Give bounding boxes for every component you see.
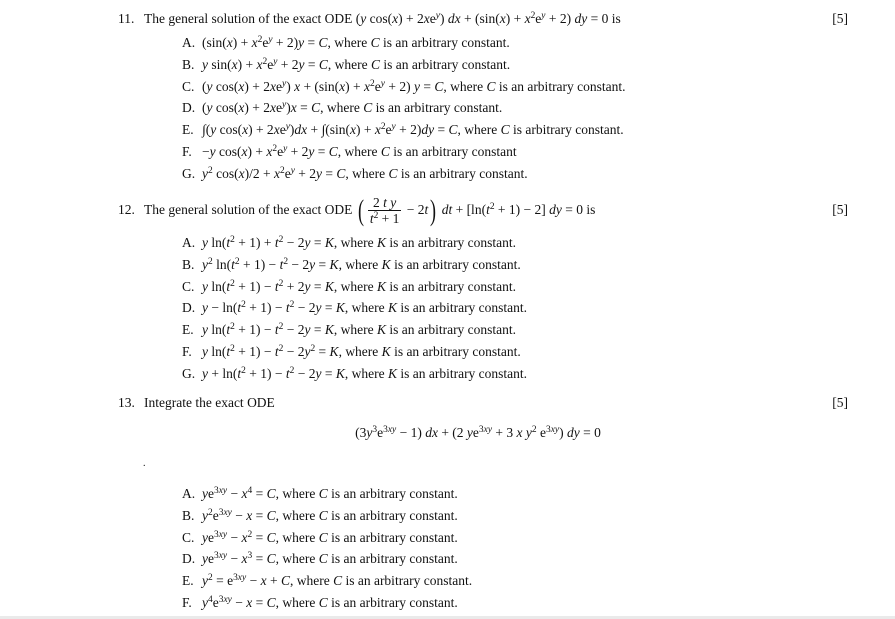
question-12 [118,192,848,385]
option-a[interactable]: A. $ye^{3xy} - x^4 = C$, where C is an arbitrary constant. [182,485,458,501]
option-g[interactable]: G. $y^2$ $\cos(x)/2 + x^2e^y + 2y = C$, where C is an arbitrary constant. [182,165,528,181]
option-c[interactable]: C. $ye^{3xy} - x^2 = C$, where C is an arbitrary constant. [182,529,458,545]
question-11-stem: 11. The general solution of the exact ODE (y $\cos(x) + 2xe^y$) dx + $(\sin(x) + x^2e^y + 2)$ dy = 0 is [5] [118,10,848,26]
stray-mark: . [143,458,146,469]
option-a[interactable]: A. $(\sin(x) + x^2e^y + 2)y = C$, where C is an arbitrary constant. [182,34,510,50]
option-e[interactable]: E. ∫(y $\cos(x) + 2xe^y)dx + \int(\sin(x) + x^2e^y + 2)dy = C$, where C is arbitrary constant. [182,122,624,138]
option-e[interactable]: E. $y^2 = e^{3xy} - x + C$, where C is an arbitrary constant. [182,573,473,589]
option-f[interactable]: F. $y^4e^{3xy} - x = C$, where C is an arbitrary constant. [182,594,458,610]
option-c[interactable]: C. (y $\cos(x) + 2xe^y$) $x + (\sin(x) + x^2e^y + 2)$ y = C, where C is an arbitrary constant. [182,78,626,94]
option-g[interactable]: G. $y + \ln(t^2 + 1) - t^2 - 2y = K$, where K is an arbitrary constant. [182,365,528,381]
question-number: 13. [118,395,135,410]
option-a[interactable]: A. y $\ln(t^2 + 1) + t^2 - 2y = K$, where K is an arbitrary constant. [182,234,517,250]
option-d[interactable]: D. $y - \ln(t^2 + 1) - t^2 - 2y = K$, where K is an arbitrary constant. [182,300,528,316]
option-d[interactable]: D. (y $\cos(x) + 2xe^y)x = C$, where C is an arbitrary constant. [182,100,503,116]
question-number: 12. [118,202,135,217]
option-c[interactable]: C. y $\ln(t^2 + 1) - t^2 + 2y = K$, where K is an arbitrary constant. [182,278,517,294]
option-f[interactable]: F. y $\ln(t^2 + 1) - t^2 - 2y^2 = K$, where K is an arbitrary constant. [182,343,521,359]
marks-label: [5] [832,202,848,217]
q13-display-equation: $(3y^3e^{3xy} - 1)$ dx + (2 $ye^{3xy} + 3$ x $y^2$ $e^{3xy}$) dy = 0 [355,424,601,440]
option-b[interactable]: B. $y^2e^{3xy} - x = C$, where C is an arbitrary constant. [182,507,458,523]
option-e[interactable]: E. y $\ln(t^2 + 1) - t^2 - 2y = K$, where K is an arbitrary constant. [182,322,517,338]
question-number: 11. [118,11,135,26]
marks-label: [5] [832,11,848,26]
marks-label: [5] [832,395,848,410]
question-11 [118,10,848,185]
option-f[interactable]: F. −y $\cos(x) + x^2e^y + 2y = C$, where C is an arbitrary constant [182,143,517,159]
option-b[interactable]: B. y $\sin(x) + x^2e^y + 2y = C$, where C is an arbitrary constant. [182,56,511,72]
question-12-stem: 12. The general solution of the exact ODE ( $\frac{\text{2 t y}}{t^2 + 1}$ − 2t) dt + $[\ln(t^2 + 1) - 2]$ dy = 0 is [5] [118,193,848,227]
option-d[interactable]: D. $ye^{3xy} - x^3 = C$, where C is an arbitrary constant. [182,551,458,567]
question-13-text: Integrate the exact ODE [144,395,275,410]
option-b[interactable]: B. $y^2$ $\ln(t^2 + 1) - t^2 - 2y = K$, where K is an arbitrary constant. [182,256,521,272]
question-13 [118,394,848,614]
question-13-stem [118,394,848,412]
